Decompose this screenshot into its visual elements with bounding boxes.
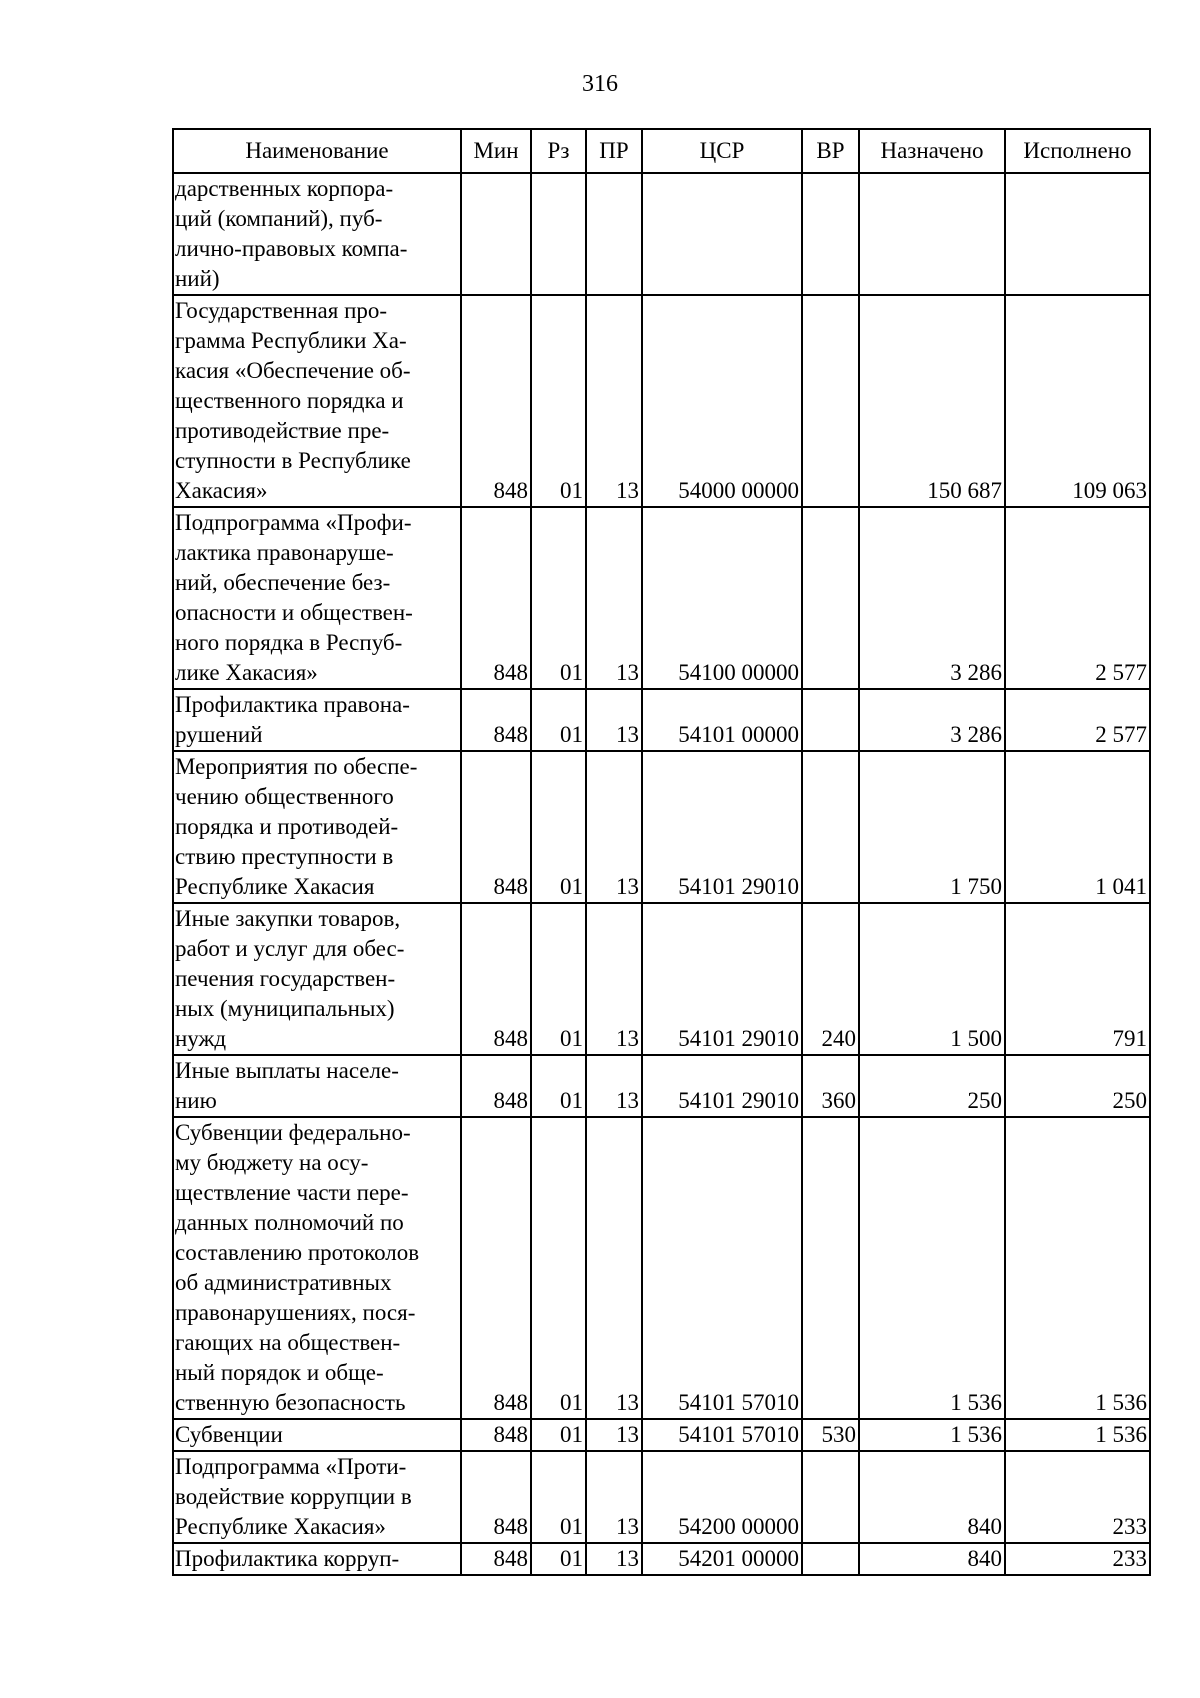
name-line: опасности и обществен- — [175, 600, 413, 625]
cell-assigned: 3 286 — [859, 689, 1005, 751]
name-line: Субвенции федерально- — [175, 1120, 411, 1145]
cell-name — [173, 295, 461, 507]
name-line: Государственная про- — [175, 298, 388, 323]
cell-csr: 54101 57010 — [642, 1117, 802, 1419]
cell-assigned: 1 750 — [859, 751, 1005, 903]
cell-csr: 54101 29010 — [642, 751, 802, 903]
cell-pr — [586, 173, 642, 295]
name-line: му бюджету на осу- — [175, 1150, 369, 1175]
table-row — [173, 1419, 1150, 1451]
table-row — [173, 903, 1150, 1055]
name-line: работ и услуг для обес- — [175, 936, 405, 961]
cell-vr — [802, 1451, 859, 1543]
cell-csr: 54101 00000 — [642, 689, 802, 751]
cell-vr — [802, 689, 859, 751]
cell-executed: 1 041 — [1005, 751, 1150, 903]
cell-min — [461, 173, 531, 295]
table-row — [173, 173, 1150, 295]
cell-executed: 233 — [1005, 1543, 1150, 1575]
cell-name — [173, 1451, 461, 1543]
cell-min: 848 — [461, 1543, 531, 1575]
cell-assigned: 250 — [859, 1055, 1005, 1117]
cell-rz: 01 — [531, 751, 586, 903]
cell-assigned: 1 500 — [859, 903, 1005, 1055]
cell-rz: 01 — [531, 1055, 586, 1117]
table-body — [173, 173, 1150, 1575]
cell-vr: 360 — [802, 1055, 859, 1117]
table-header — [173, 129, 1150, 173]
header-name: Наименование — [173, 129, 461, 173]
budget-table — [172, 128, 1151, 1576]
name-line: щественного порядка и — [175, 388, 404, 413]
cell-assigned — [859, 173, 1005, 295]
name-line: ственную безопасность — [175, 1390, 406, 1415]
cell-min: 848 — [461, 1419, 531, 1451]
cell-csr: 54100 00000 — [642, 507, 802, 689]
name-line: противодействие пре- — [175, 418, 390, 443]
header-pr: ПР — [586, 129, 642, 173]
name-line: порядка и противодей- — [175, 814, 399, 839]
cell-rz: 01 — [531, 1451, 586, 1543]
name-line: об административных — [175, 1270, 392, 1295]
cell-vr — [802, 1543, 859, 1575]
cell-executed: 233 — [1005, 1451, 1150, 1543]
name-line: ний) — [175, 266, 220, 291]
cell-vr — [802, 1117, 859, 1419]
header-assigned: Назначено — [859, 129, 1005, 173]
cell-name — [173, 507, 461, 689]
cell-min: 848 — [461, 295, 531, 507]
name-line: Республике Хакасия — [175, 874, 375, 899]
name-line: лактика правонаруше- — [175, 540, 394, 565]
cell-name — [173, 1419, 461, 1451]
cell-pr: 13 — [586, 751, 642, 903]
cell-executed: 791 — [1005, 903, 1150, 1055]
table-row — [173, 1117, 1150, 1419]
header-row — [173, 129, 1150, 173]
name-line: лике Хакасия» — [175, 660, 318, 685]
name-line: гающих на обществен- — [175, 1330, 401, 1355]
cell-assigned: 150 687 — [859, 295, 1005, 507]
cell-assigned: 1 536 — [859, 1117, 1005, 1419]
cell-vr — [802, 507, 859, 689]
cell-pr: 13 — [586, 1451, 642, 1543]
cell-assigned: 3 286 — [859, 507, 1005, 689]
name-line: касия «Обеспечение об- — [175, 358, 411, 383]
name-line: Подпрограмма «Проти- — [175, 1454, 407, 1479]
name-line: печения государствен- — [175, 966, 396, 991]
name-line: ний, обеспечение без- — [175, 570, 391, 595]
cell-name — [173, 1117, 461, 1419]
cell-csr: 54101 29010 — [642, 1055, 802, 1117]
cell-pr: 13 — [586, 689, 642, 751]
cell-pr: 13 — [586, 295, 642, 507]
table-row — [173, 1055, 1150, 1117]
name-line: Хакасия» — [175, 478, 268, 503]
table-row — [173, 689, 1150, 751]
name-line: ного порядка в Респуб- — [175, 630, 403, 655]
cell-rz: 01 — [531, 295, 586, 507]
cell-rz: 01 — [531, 1117, 586, 1419]
cell-csr: 54101 57010 — [642, 1419, 802, 1451]
name-line: водействие коррупции в — [175, 1484, 412, 1509]
cell-vr: 240 — [802, 903, 859, 1055]
cell-pr: 13 — [586, 1419, 642, 1451]
cell-rz: 01 — [531, 689, 586, 751]
name-line: грамма Республики Ха- — [175, 328, 407, 353]
table-row — [173, 1543, 1150, 1575]
name-line: данных полномочий по — [175, 1210, 404, 1235]
cell-csr: 54101 29010 — [642, 903, 802, 1055]
cell-pr: 13 — [586, 1117, 642, 1419]
cell-name — [173, 1055, 461, 1117]
cell-rz: 01 — [531, 507, 586, 689]
name-line: Подпрограмма «Профи- — [175, 510, 412, 535]
cell-executed — [1005, 173, 1150, 295]
cell-assigned: 840 — [859, 1543, 1005, 1575]
cell-csr: 54201 00000 — [642, 1543, 802, 1575]
cell-min: 848 — [461, 1117, 531, 1419]
cell-min: 848 — [461, 689, 531, 751]
table-row — [173, 295, 1150, 507]
cell-name — [173, 903, 461, 1055]
name-line: рушений — [175, 722, 263, 747]
cell-min: 848 — [461, 1055, 531, 1117]
cell-rz: 01 — [531, 1543, 586, 1575]
name-line: ствию преступности в — [175, 844, 394, 869]
cell-assigned: 1 536 — [859, 1419, 1005, 1451]
name-line: Профилактика корруп- — [175, 1546, 400, 1571]
name-line: составлению протоколов — [175, 1240, 420, 1265]
header-executed: Исполнено — [1005, 129, 1150, 173]
name-line: дарственных корпора- — [175, 176, 394, 201]
cell-min: 848 — [461, 751, 531, 903]
cell-executed: 1 536 — [1005, 1117, 1150, 1419]
cell-pr: 13 — [586, 903, 642, 1055]
cell-vr: 530 — [802, 1419, 859, 1451]
cell-csr: 54000 00000 — [642, 295, 802, 507]
table-row — [173, 1451, 1150, 1543]
name-line: нужд — [175, 1026, 227, 1051]
cell-vr — [802, 751, 859, 903]
cell-pr: 13 — [586, 1055, 642, 1117]
name-line: ступности в Республике — [175, 448, 411, 473]
name-line: правонарушениях, пося- — [175, 1300, 416, 1325]
cell-min: 848 — [461, 507, 531, 689]
name-line: Республике Хакасия» — [175, 1514, 386, 1539]
name-line: лично-правовых компа- — [175, 236, 408, 261]
header-min: Мин — [461, 129, 531, 173]
cell-pr: 13 — [586, 1543, 642, 1575]
name-line: Профилактика правона- — [175, 692, 410, 717]
cell-min: 848 — [461, 903, 531, 1055]
cell-vr — [802, 173, 859, 295]
name-line: Иные закупки товаров, — [175, 906, 401, 931]
cell-csr — [642, 173, 802, 295]
cell-csr: 54200 00000 — [642, 1451, 802, 1543]
cell-rz: 01 — [531, 903, 586, 1055]
header-csr: ЦСР — [642, 129, 802, 173]
name-line: чению общественного — [175, 784, 394, 809]
cell-rz: 01 — [531, 1419, 586, 1451]
cell-executed: 2 577 — [1005, 689, 1150, 751]
name-line: Мероприятия по обеспе- — [175, 754, 418, 779]
cell-name — [173, 751, 461, 903]
name-line: ществление части пере- — [175, 1180, 409, 1205]
cell-vr — [802, 295, 859, 507]
page-number: 316 — [582, 71, 618, 97]
header-vr: ВР — [802, 129, 859, 173]
name-line: Иные выплаты населе- — [175, 1058, 399, 1083]
name-line: Субвенции — [175, 1422, 283, 1447]
name-line: нию — [175, 1088, 217, 1113]
cell-rz — [531, 173, 586, 295]
cell-executed: 109 063 — [1005, 295, 1150, 507]
cell-executed: 250 — [1005, 1055, 1150, 1117]
table-row — [173, 751, 1150, 903]
cell-assigned: 840 — [859, 1451, 1005, 1543]
cell-executed: 2 577 — [1005, 507, 1150, 689]
cell-min: 848 — [461, 1451, 531, 1543]
name-line: ций (компаний), пуб- — [175, 206, 383, 231]
cell-pr: 13 — [586, 507, 642, 689]
name-line: ный порядок и обще- — [175, 1360, 384, 1385]
header-rz: Рз — [531, 129, 586, 173]
cell-name — [173, 689, 461, 751]
cell-name — [173, 1543, 461, 1575]
cell-name — [173, 173, 461, 295]
table-row — [173, 507, 1150, 689]
cell-executed: 1 536 — [1005, 1419, 1150, 1451]
name-line: ных (муниципальных) — [175, 996, 395, 1021]
